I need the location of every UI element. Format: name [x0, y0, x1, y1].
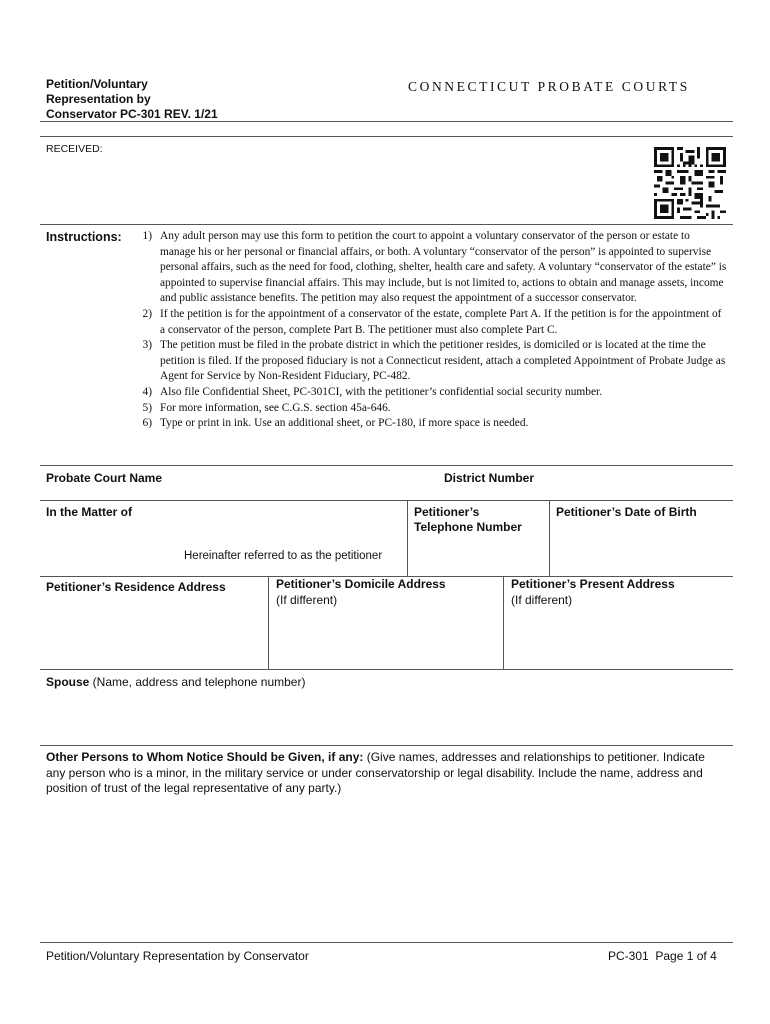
instruction-item	[128, 416, 728, 432]
instruction-number: 3)	[142, 339, 152, 352]
agency-name: CONNECTICUT PROBATE COURTS	[408, 79, 690, 94]
other-persons-note: (Give names, addresses and relationships to petitioner. Indicate any person who is a minor, in the military service or under conservatorship or legal disability. Include the name, address and position of trust of the legal representative of any party.)	[46, 750, 705, 795]
other-persons-label: Other Persons to Whom Notice Should be Given, if any:	[46, 750, 364, 764]
header-rule	[40, 121, 733, 122]
section-rule	[40, 669, 733, 670]
qr-code	[654, 147, 726, 219]
residence-address-label: Petitioner’s Residence Address	[46, 580, 226, 594]
instruction-text: For more information, see C.G.S. section 45a-646.	[160, 401, 391, 414]
column-divider	[268, 576, 269, 669]
column-divider	[503, 576, 504, 669]
instruction-item	[128, 385, 728, 401]
column-divider	[549, 500, 550, 577]
section-rule	[40, 745, 733, 746]
column-divider	[407, 500, 408, 577]
form-title-line: Petition/Voluntary	[46, 77, 148, 91]
domicile-note: (If different)	[276, 593, 338, 607]
hereinafter-note: Hereinafter referred to as the petitioner	[184, 550, 383, 562]
instruction-item	[128, 401, 728, 417]
other-persons-field	[46, 750, 726, 797]
instructions-list	[128, 229, 728, 432]
instruction-item	[128, 307, 728, 338]
petitioner-dob-label: Petitioner’s Date of Birth	[556, 505, 697, 519]
instruction-text: The petition must be filed in the probate district in which the petitioner resides, is domiciled or is located at the time the petition is filed. If the proposed fiduciary is not a Connecticut resident, attach a completed Appointment of Probate Judge as Agent for Service by Non-Resident Fiduciary, PC-482.	[160, 339, 726, 383]
domicile-address-label: Petitioner’s Domicile Address	[276, 577, 446, 591]
instruction-item	[128, 229, 728, 307]
district-number-label: District Number	[444, 471, 535, 485]
header-rule	[40, 136, 733, 137]
petitioner-phone-label	[414, 505, 522, 535]
instruction-number: 4)	[142, 385, 152, 398]
instruction-text: If the petition is for the appointment of a conservator of the estate, complete Part A. If the petition is for the appointment of a conservator of the person, complete Part B. The petitioner must also complete Part C.	[160, 307, 722, 336]
footer-rule	[40, 942, 733, 943]
instructions-label: Instructions:	[46, 230, 122, 244]
spouse-field	[46, 675, 305, 689]
section-rule	[40, 500, 733, 501]
footer-form-name: Petition/Voluntary Representation by Conservator	[46, 949, 309, 963]
section-rule	[40, 224, 733, 225]
petitioner-phone-line: Telephone Number	[414, 520, 522, 534]
section-rule	[40, 465, 733, 466]
in-the-matter-of-label: In the Matter of	[46, 505, 132, 519]
petitioner-phone-line: Petitioner’s	[414, 505, 480, 519]
instruction-number: 1)	[142, 230, 152, 242]
footer-page-number: PC-301 Page 1 of 4	[608, 949, 717, 963]
spouse-label: Spouse	[46, 675, 90, 689]
instruction-text: Also file Confidential Sheet, PC-301CI, with the petitioner’s confidential social security number.	[160, 385, 603, 398]
instruction-number: 5)	[142, 401, 152, 414]
spouse-note: (Name, address and telephone number)	[89, 675, 306, 689]
form-title-line: Representation by	[46, 92, 151, 106]
instruction-text: Type or print in ink. Use an additional sheet, or PC-180, if more space is needed.	[160, 417, 529, 430]
present-address-label: Petitioner’s Present Address	[511, 577, 675, 591]
form-title	[46, 77, 286, 122]
probate-court-name-label: Probate Court Name	[46, 471, 163, 485]
form-title-line: Conservator PC-301 REV. 1/21	[46, 107, 218, 121]
instruction-number: 2)	[142, 307, 152, 320]
present-note: (If different)	[511, 593, 573, 607]
instruction-text: Any adult person may use this form to petition the court to appoint a voluntary conservator of the person or estate to manage his or her personal or financial affairs, or both. A voluntary “conservator of the person” is appointed to supervise personal affairs, such as the need for food, clothing, shelter, health care and safety. A voluntary “conservator of the estate” is appointed to supervise financial affairs. This may include, but is not limited to, actions to obtain and manage assets, income and public assistance benefits. The petition may also request the appointment of a successor conservator.	[160, 230, 727, 305]
received-label: RECEIVED:	[46, 143, 103, 155]
instruction-item	[128, 338, 728, 385]
instruction-number: 6)	[142, 417, 152, 430]
